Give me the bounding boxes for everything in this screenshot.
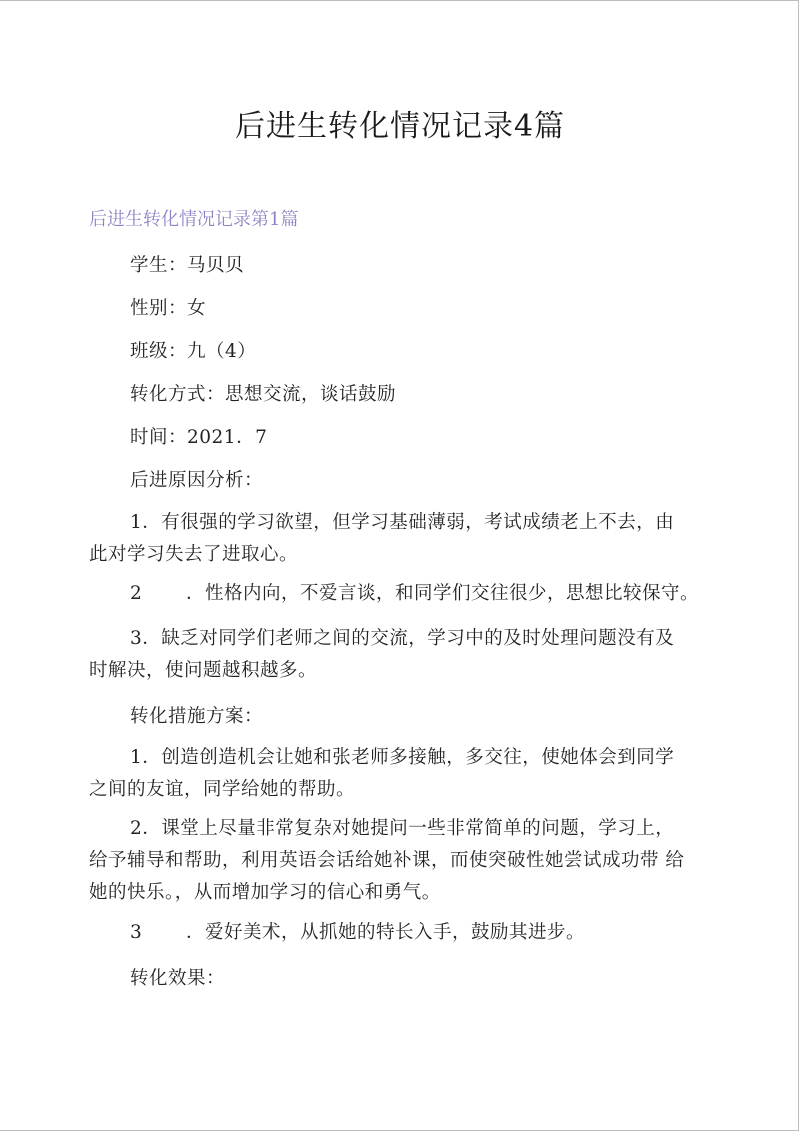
cause-heading: 后进原因分析：: [130, 470, 264, 491]
measures-heading: 转化措施方案：: [130, 706, 264, 727]
cause-item-1: [89, 507, 715, 571]
measure-item-2-line-1: 2．课堂上尽量非常复杂对她提问一些非常简单的问题，学习上，: [130, 818, 675, 839]
method-line: 转化方式：思想交流，谈话鼓励: [130, 384, 397, 405]
cause-item-1-line-1: 1．有很强的学习欲望，但学习基础薄弱，考试成绩老上不去，由: [130, 512, 675, 533]
section-heading: 后进生转化情况记录第1篇: [89, 209, 299, 230]
measure-item-1-line-2: 之间的友谊，同学给她的帮助。: [89, 779, 356, 800]
cause-item-2-text: ．性格内向，不爱言谈，和同学们交往很少，思想比较保守。: [186, 583, 700, 604]
document-title: 后进生转化情况记录4篇: [234, 109, 566, 144]
student-line: 学生：马贝贝: [130, 255, 245, 276]
measure-item-2: [89, 813, 715, 909]
measure-item-2-line-3: 她的快乐。，从而增加学习的信心和勇气。: [89, 882, 441, 903]
measure-item-3-number: 3: [130, 922, 143, 943]
cause-item-1-line-2: 此对学习失去了进取心。: [89, 544, 299, 565]
cause-item-3-line-1: 3．缺乏对同学们老师之间的交流，学习中的及时处理问题没有及: [130, 628, 675, 649]
cause-item-2-number: 2: [130, 583, 143, 604]
cause-item-2: [89, 578, 715, 610]
measure-item-3-text: ．爱好美术，从抓她的特长入手，鼓励其进步。: [186, 922, 586, 943]
measure-item-2-line-2: 给予辅导和帮助，利用英语会话给她补课，而使突破性她尝试成功带 给: [89, 850, 685, 871]
class-line: 班级：九（4）: [130, 341, 257, 362]
cause-item-3: [89, 623, 715, 687]
time-line: 时间：2021．7: [130, 427, 268, 448]
cause-item-3-line-2: 时解决，使问题越积越多。: [89, 660, 318, 681]
effect-heading: 转化效果：: [130, 968, 226, 989]
gender-line: 性别：女: [130, 298, 207, 319]
measure-item-3: [89, 917, 715, 949]
measure-item-1: [89, 742, 715, 806]
measure-item-1-line-1: 1．创造创造机会让她和张老师多接触，多交往，使她体会到同学: [130, 747, 675, 768]
